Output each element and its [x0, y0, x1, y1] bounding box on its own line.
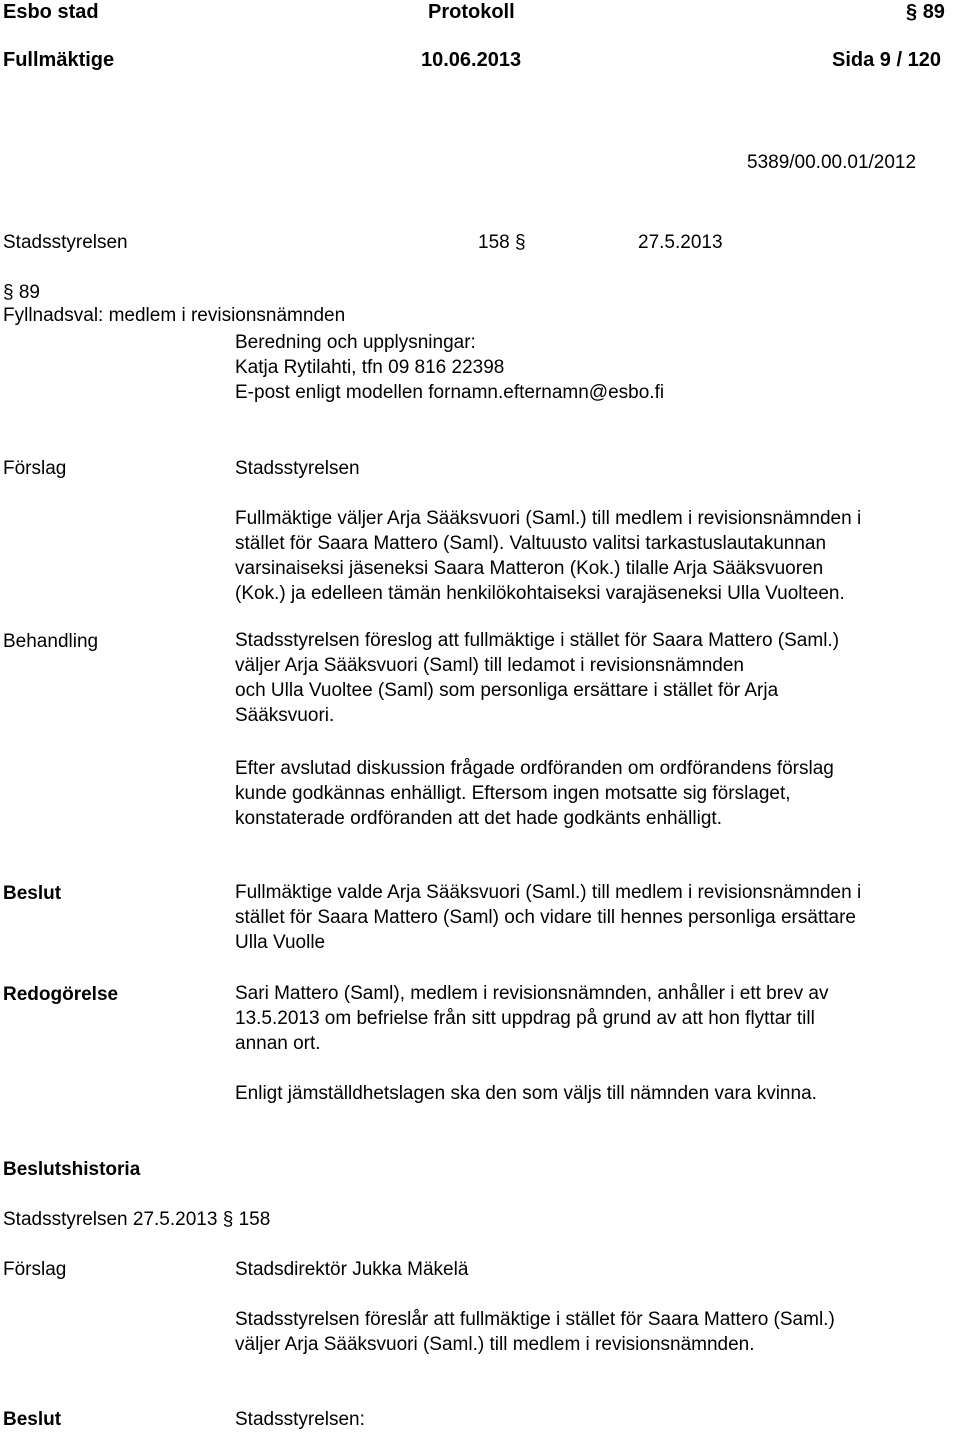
- decision-line: stället för Saara Mattero (Saml) och vidare till hennes personliga ersättare: [235, 907, 856, 928]
- report-text-2: [235, 1081, 960, 1106]
- treatment-line: Stadsstyrelsen föreslog att fullmäktige i stället för Saara Mattero (Saml.): [235, 630, 840, 651]
- preparation-block: [235, 330, 960, 405]
- proposal-line: stället för Saara Mattero (Saml). Valtuusto valitsi tarkastuslautakunnan: [235, 533, 827, 554]
- report-line: annan ort.: [235, 1033, 321, 1054]
- header-org: Esbo stad: [3, 1, 99, 23]
- treatment-line: konstaterade ordföranden att det hade godkänts enhälligt.: [235, 808, 722, 829]
- section-sign-icon: §: [3, 282, 14, 303]
- ref-paragraph-number: 158: [478, 232, 510, 253]
- treatment-line: Sääksvuori.: [235, 705, 335, 726]
- history-decision-by: Stadsstyrelsen:: [235, 1409, 365, 1430]
- decision-text: [235, 880, 960, 955]
- header-doc-type: Protokoll: [428, 1, 515, 23]
- history-proposal-line: väljer Arja Sääksvuori (Saml.) till medlem i revisionsnämnden.: [235, 1334, 755, 1355]
- proposal-line: Fullmäktige väljer Arja Sääksvuori (Saml.) till medlem i revisionsnämnden i: [235, 508, 862, 529]
- treatment-line: väljer Arja Sääksvuori (Saml) till ledamot i revisionsnämnden: [235, 655, 744, 676]
- history-proposal-label: Förslag: [3, 1259, 67, 1280]
- ref-date: 27.5.2013: [638, 232, 723, 253]
- preparation-line: E-post enligt modellen fornamn.efternamn@esbo.fi: [235, 382, 665, 403]
- report-line: Enligt jämställdhetslagen ska den som väljs till nämnden vara kvinna.: [235, 1083, 817, 1104]
- proposal-line: (Kok.) ja edelleen tämän henkilökohtaiseksi varajäseneksi Ulla Vuolteen.: [235, 583, 845, 604]
- history-proposal-text: [235, 1307, 960, 1357]
- header-date: 10.06.2013: [421, 49, 522, 71]
- section-paragraph-number: 89: [18, 282, 40, 303]
- section-sign-icon: §: [222, 1209, 234, 1230]
- section-paragraph: [3, 283, 40, 302]
- proposal-text: [235, 506, 960, 606]
- header-body: Fullmäktige: [3, 49, 115, 71]
- section-sign-icon: §: [906, 1, 918, 23]
- ref-body: Stadsstyrelsen: [3, 232, 128, 253]
- treatment-line: Efter avslutad diskussion frågade ordföranden om ordförandens förslag: [235, 758, 834, 779]
- history-label: Beslutshistoria: [3, 1159, 141, 1180]
- treatment-text-1: [235, 628, 960, 728]
- header-page: Sida 9 / 120: [832, 49, 941, 71]
- ref-paragraph: [478, 233, 526, 252]
- proposal-label: Förslag: [3, 458, 67, 479]
- history-decision-label: Beslut: [3, 1409, 62, 1430]
- header-paragraph-number: 89: [922, 1, 945, 23]
- treatment-line: kunde godkännas enhälligt. Eftersom ingen motsatte sig förslaget,: [235, 783, 791, 804]
- history-proposal-by: Stadsdirektör Jukka Mäkelä: [235, 1259, 469, 1280]
- report-line: 13.5.2013 om befrielse från sitt uppdrag på grund av att hon flyttar till: [235, 1008, 815, 1029]
- case-number: 5389/00.00.01/2012: [747, 152, 917, 173]
- treatment-text-2: [235, 756, 960, 831]
- report-label: Redogörelse: [3, 984, 119, 1005]
- report-line: Sari Mattero (Saml), medlem i revisionsnämnden, anhåller i ett brev av: [235, 983, 829, 1004]
- decision-line: Ulla Vuolle: [235, 932, 326, 953]
- proposal-line: varsinaiseksi jäseneksi Saara Matteron (Kok.) tilalle Arja Sääksvuoren: [235, 558, 824, 579]
- decision-label: Beslut: [3, 883, 62, 904]
- header-paragraph: [906, 2, 945, 22]
- preparation-line: Katja Rytilahti, tfn 09 816 22398: [235, 357, 505, 378]
- report-text-1: [235, 981, 960, 1056]
- proposal-by: Stadsstyrelsen: [235, 458, 360, 479]
- treatment-label: Behandling: [3, 631, 99, 652]
- history-ref: [3, 1210, 270, 1229]
- section-title: Fyllnadsval: medlem i revisionsnämnden: [3, 305, 346, 326]
- treatment-line: och Ulla Vuoltee (Saml) som personliga ersättare i stället för Arja: [235, 680, 779, 701]
- history-ref-paragraph: 158: [238, 1209, 271, 1230]
- history-proposal-line: Stadsstyrelsen föreslår att fullmäktige i stället för Saara Mattero (Saml.): [235, 1309, 835, 1330]
- history-ref-body: Stadsstyrelsen 27.5.2013: [3, 1209, 218, 1230]
- preparation-line: Beredning och upplysningar:: [235, 332, 476, 353]
- section-sign-icon: §: [514, 232, 526, 253]
- decision-line: Fullmäktige valde Arja Sääksvuori (Saml.) till medlem i revisionsnämnden i: [235, 882, 862, 903]
